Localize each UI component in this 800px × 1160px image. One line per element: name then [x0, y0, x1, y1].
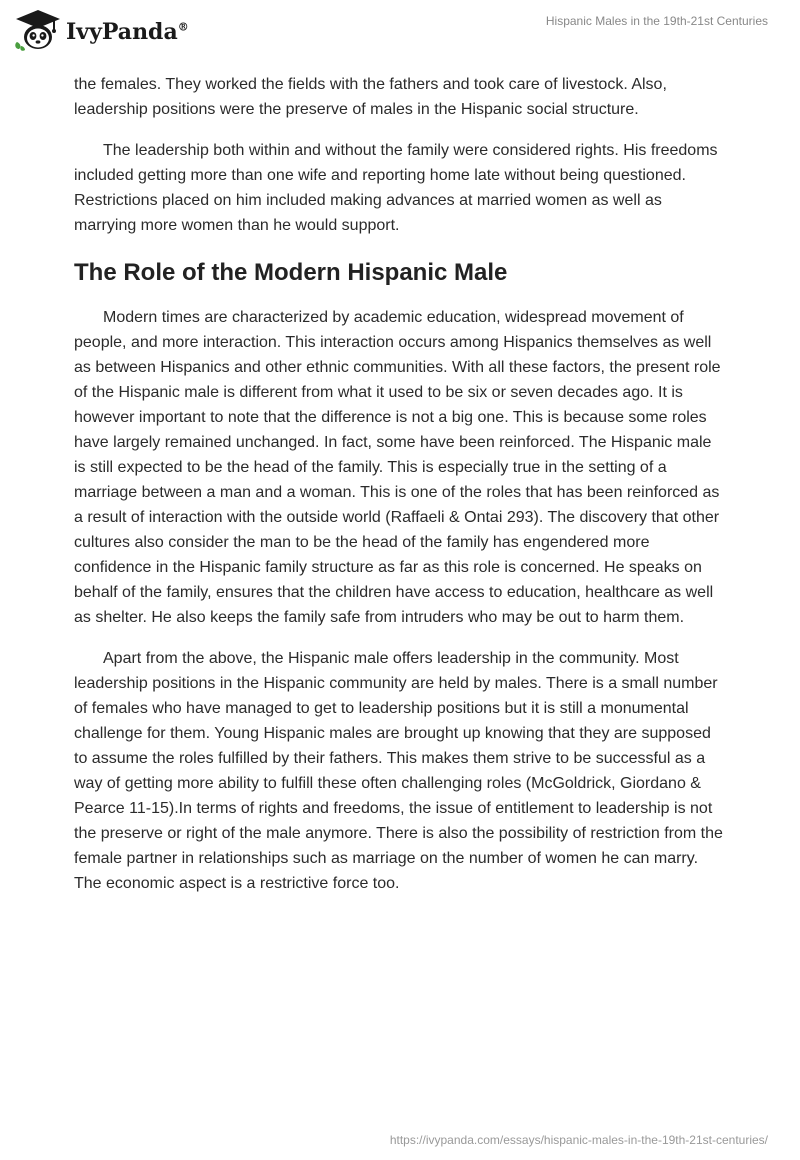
- page-header: [0, 0, 800, 80]
- ivypanda-logo[interactable]: [14, 8, 189, 52]
- paragraph: the females. They worked the fields with the fathers and took care of livestock. Also, leadership positions were the preserve of males in the Hispanic social structure.: [74, 76, 667, 118]
- document-title: Hispanic Males in the 19th-21st Centuries: [545, 14, 768, 28]
- paragraph: Modern times are characterized by academic education, widespread movement of people, and more interaction. This interaction occurs among Hispanics themselves as well as between Hispanics and other ethnic communities. With all these factors, the present role of the Hispanic male is different from what it used to be six or seven decades ago. It is however important to note that the difference is not a big one. This is because some roles have largely remained unchanged. In fact, some have been reinforced. The Hispanic male is still expected to be the head of the family. This is especially true in the setting of a marriage between a man and a woman. This is one of the roles that has been reinforced as a result of interaction with the outside world (Raffaeli & Ontai 293). The discovery that other cultures also consider the man to be the head of the family has engendered more confidence in the Hispanic family structure as far as this role is concerned. He speaks on behalf of the family, ensures that the children have access to education, healthcare as well as shelter. He also keeps the family safe from intruders who may be out to harm them.: [74, 309, 721, 626]
- section-heading: The Role of the Modern Hispanic Male: [74, 259, 508, 286]
- essay-content: [74, 72, 726, 912]
- panda-graduate-icon: [14, 8, 62, 52]
- paragraph: Apart from the above, the Hispanic male offers leadership in the community. Most leadership positions in the Hispanic community are held by males. There is a small number of females who have managed to get to leadership positions but it is still a monumental challenge for them. Young Hispanic males are brought up knowing that they are supposed to assume the roles fulfilled by their fathers. This makes them strive to be successful as a way of getting more ability to fulfill these often challenging roles (McGoldrick, Giordano & Pearce 11-15).In terms of rights and freedoms, the issue of entitlement to leadership is not the preserve or right of the male anymore. There is also the possibility of restriction from the female partner in relationships such as marriage on the number of women he can marry. The economic aspect is a restrictive force too.: [74, 650, 723, 892]
- source-url[interactable]: https://ivypanda.com/essays/hispanic-males-in-the-19th-21st-centuries/: [389, 1133, 768, 1147]
- paragraph: The leadership both within and without the family were considered rights. His freedoms included getting more than one wife and reporting home late without being questioned. Restrictions placed on him included making advances at married women as well as marrying more women than he would support.: [74, 142, 718, 234]
- logo-wordmark: IvyPanda®: [66, 19, 189, 45]
